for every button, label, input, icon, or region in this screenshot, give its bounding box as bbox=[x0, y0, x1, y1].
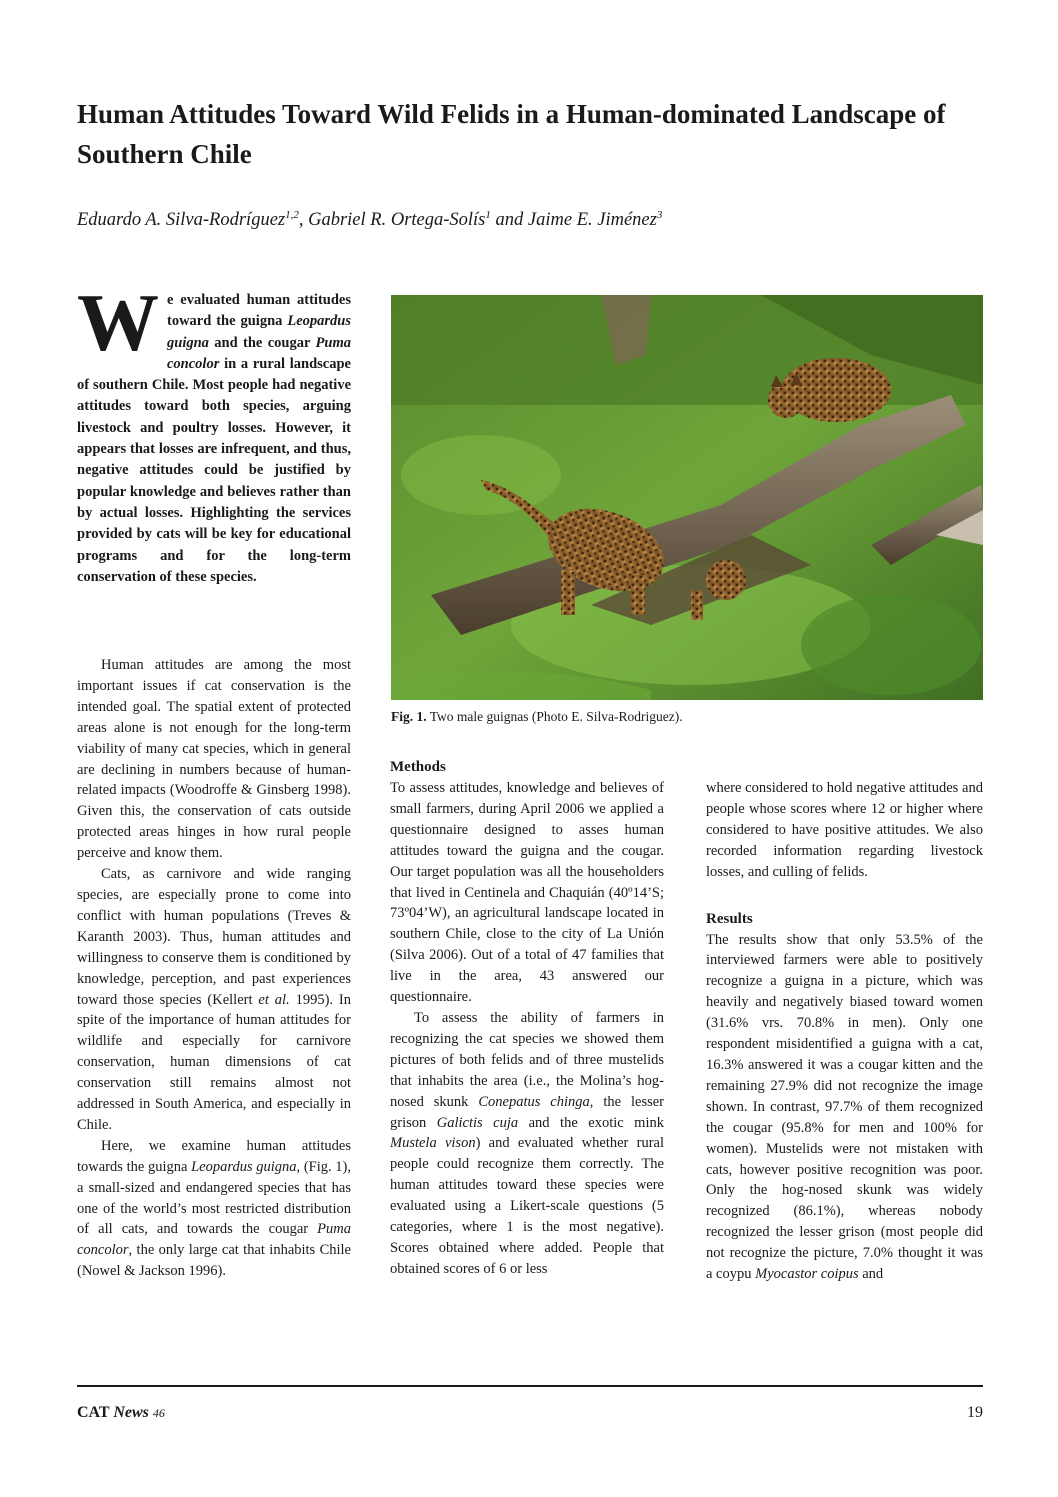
figure-label: Fig. 1. bbox=[391, 709, 427, 724]
results-heading: Results bbox=[706, 910, 753, 927]
author-name: Eduardo A. Silva-Rodríguez bbox=[77, 210, 286, 230]
footer-rule bbox=[77, 1385, 983, 1387]
results-column bbox=[706, 778, 983, 1285]
author-name: Jaime E. Jiménez bbox=[527, 210, 657, 230]
author-affiliation: 3 bbox=[656, 209, 663, 221]
figure-caption bbox=[391, 708, 983, 726]
abstract bbox=[77, 277, 351, 588]
figure-photo bbox=[391, 295, 983, 700]
drop-cap: W bbox=[77, 277, 159, 368]
abstract-text: e evaluated human attitudes toward the guigna Leopardus guigna and the cougar Puma concolor in a rural landscape of southern Chile. Most people had negative attitudes toward both species, arguing livestock and poultry losses. However, it appears that losses are infrequent, and thus, negative attitudes could be justified by popular knowledge and believes rather than by actual losses. Highlighting the services provided by cats will be key for educational programs and for the long-term conservation of these species. bbox=[77, 292, 351, 585]
methods-heading: Methods bbox=[390, 759, 446, 775]
journal-name bbox=[77, 1404, 165, 1422]
author-affiliation: 1,2 bbox=[285, 209, 299, 221]
results-paragraph: The results show that only 53.5% of the interviewed farmers were able to positively recognize a guigna in a picture, which was heavily and negatively biased toward women (31.6% vrs. 70.8% in men). Only one respondent misidentified a guigna with a cat, 16.3% answered it was a cougar kitten and the remaining 27.9% did not recognize the image shown. In contrast, 97.7% of them recognized the cougar (95.8% for men and 100% for women). Mustelids were not mistaken with cats, however positive recognition was poor. Only the hog-nosed skunk was widely recognized (86.1%), whereas nobody recognized the lesser grison (most people did not recognize the picture, 7.0% thought it was a coypu Myocastor coipus and bbox=[706, 931, 983, 1283]
journal-cat: CAT bbox=[77, 1404, 110, 1421]
guigna-photo-image bbox=[391, 295, 983, 700]
body-paragraph: Here, we examine human attitudes towards the guigna Leopardus guigna, (Fig. 1), a small-sized and endangered species that has one of the world’s most restricted distribution of all cats, and towards the cougar Puma concolor, the only large cat that inhabits Chile (Nowel & Jackson 1996). bbox=[77, 1137, 352, 1280]
journal-issue: 46 bbox=[152, 1406, 165, 1420]
page-number: 19 bbox=[967, 1404, 983, 1421]
methods-paragraph: To assess attitudes, knowledge and believes of small farmers, during April 2006 we applied a questionnaire designed to asses human attitudes toward the guigna and the cougar. Our target population was all the householders that lived in Centinela and Chaquián (40º14’S; 73º04’W), an agricultural landscape located in southern Chile, close to the city of La Unión (Silva 2006). Out of a total of 47 families that live in the area, 43 answered our questionnaire. bbox=[390, 780, 664, 1006]
article-title: Human Attitudes Toward Wild Felids in a Human-dominated Landscape of Southern Chile bbox=[77, 99, 946, 169]
body-paragraph: Cats, as carnivore and wide ranging species, are especially prone to come into conflict with human populations (Treves & Karanth 2003). Thus, human attitudes and willingness to conserve them is conditioned by knowledge, perception, and past experiences toward those species (Kellert et al. 1995). In spite of the importance of human attitudes for wildlife and especially for carnivore conservation, human dimensions of cat conservation still remains almost not addressed in South America, and especially in Chile. bbox=[77, 866, 351, 1133]
body-paragraph: Human attitudes are among the most important issues if cat conservation is the intended goal. The spatial extent of protected areas alone is not enough for the long-term viability of many cat species, which in general are declining in numbers because of human-related impacts (Woodroffe & Ginsberg 1998). Given this, the conservation of cats outside protected areas hinges in how rural people perceive and know them. bbox=[77, 657, 351, 862]
author-affiliation: 1 bbox=[485, 209, 491, 221]
methods-paragraph: To assess the ability of farmers in recognizing the cat species we showed them pictures of both felids and of three mustelids that inhabits the area (i.e., the Molina’s hog-nosed skunk Conepatus chinga, the lesser grison Galictis cuja and the exotic mink Mustela vison) and evaluated whether rural people could recognize them correctly. The human attitudes toward these species were evaluated using a Likert-scale questions (5 categories, where 1 is the most negative). Scores obtained where added. People that obtained scores of 6 or less bbox=[390, 1009, 664, 1277]
author-list: Eduardo A. Silva-Rodríguez$^{1,2}$, Gabriel R. Ortega-Solís$^1$ and Jaime E. Jiménez$^3$ bbox=[77, 209, 663, 230]
journal-news: News bbox=[113, 1404, 149, 1421]
figure-caption-text: Two male guignas (Photo E. Silva-Rodriguez). bbox=[426, 709, 683, 724]
methods-column bbox=[390, 757, 664, 1280]
methods-continuation: where considered to hold negative attitudes and people whose scores where 12 or higher where considered to have positive attitudes. We also recorded information regarding livestock losses, and culling of felids. bbox=[706, 780, 983, 880]
intro-column bbox=[77, 655, 351, 1282]
author-name: Gabriel R. Ortega-Solís bbox=[308, 210, 486, 230]
